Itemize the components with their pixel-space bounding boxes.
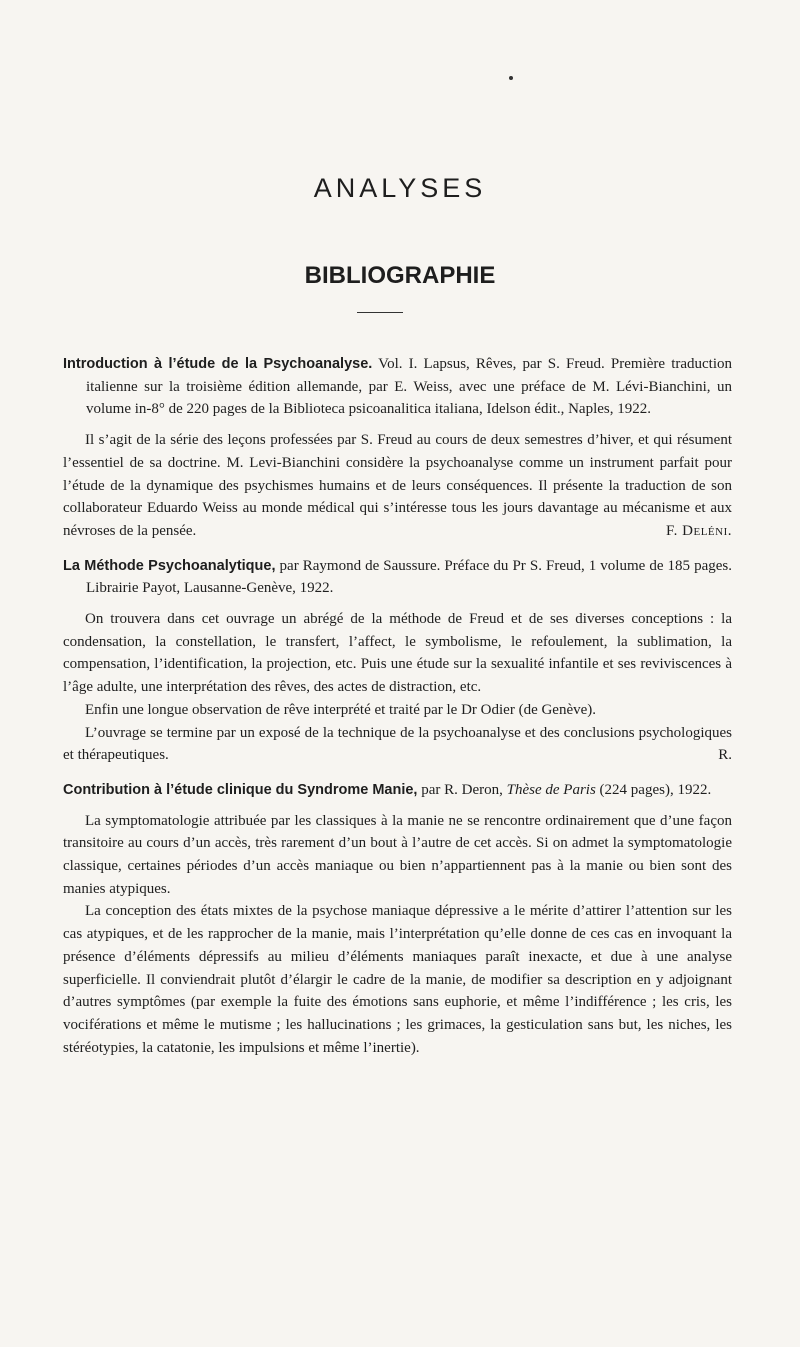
reviewer-signature: R.	[718, 747, 732, 764]
bibliographic-reference	[63, 353, 732, 421]
bibliographic-reference	[63, 555, 732, 600]
title-divider	[357, 312, 403, 313]
work-title: La Méthode Psychoanalytique,	[63, 557, 276, 574]
printer-dot	[509, 76, 513, 80]
review-paragraph: La conception des états mixtes de la psychose maniaque dépressive a le mérite d’attirer l’attention sur les cas atypiques, et de les rapprocher de la manie, mais l’interprétation qu’elle donne de ces cas en invoquant la présence d’éléments dépressifs au milieu d’éléments maniaques paraît inexacte, et due à une analyse superficielle. Il conviendrait plutôt d’élargir le cadre de la manie, de modifier sa description en y adjoignant d’autres symptômes (par exemple la fuite des émotions sans euphorie, et même l’indifférence ; les cris, les vociférations et même le mutisme ; les hallucinations ; les grimaces, la gesticulation sans but, les niches, les stéréotypies, la catatonie, les impulsions et même l’inertie).	[63, 903, 732, 1056]
review-paragraph: On trouvera dans cet ouvrage un abrégé de la méthode de Freud et de ses diverses conceptions : la condensation, la constellation, le transfert, l’affect, le symbolisme, le refoulement, la sublimation, la compensation, l’identification, la projection, etc. Puis une étude sur la sexualité infantile et ses reviviscences à l’âge adulte, une interprétation des rêves, des actes de distraction, etc.	[63, 611, 732, 696]
review-paragraph: L’ouvrage se termine par un exposé de la technique de la psychoanalyse et des conclusions psychologiques et thérapeutiques. R.	[63, 722, 732, 767]
reviewer-signature: F. Deléni.	[666, 522, 732, 539]
work-title: Contribution à l’étude clinique du Syndrome Manie,	[63, 781, 418, 798]
reference-tail: (224 pages), 1922.	[595, 781, 712, 798]
reference-details: par R. Deron,	[417, 781, 503, 798]
review-list	[63, 353, 732, 1071]
review-paragraph: Il s’agit de la série des leçons professées par S. Freud au cours de deux semestres d’hiver, et qui résument l’essentiel de sa doctrine. M. Levi-Bianchini considère la psychoanalyse comme un instrument parfait pour l’étude de la dynamique des psychismes humains et de leurs conséquences. Il présente la traduction de son collaborateur Eduardo Weiss au monde médical qui s’intéresse tous les jours davantage au mécanisme et aux névroses de la pensée. F. Deléni.	[63, 429, 732, 543]
thesis-label: Thèse de Paris	[506, 781, 596, 798]
bibliographic-reference	[63, 779, 732, 802]
reference-details: Vol. I. Lapsus, Rêves, par S. Freud. Première traduction italienne sur la troisième édition allemande, par E. Weiss, avec une préface de M. Lévi-Bianchini, un volume in-8° de 220 pages de la Biblioteca psicoanalitica italiana, Idelson édit., Naples, 1922.	[86, 356, 733, 418]
review-paragraph: La symptomatologie attribuée par les classiques à la manie ne se rencontre ordinairement que d’une façon transitoire au cours d’un accès, très rarement d’un bout à l’autre de cet accès. Si on admet la symptomatologie classique, certaines périodes d’un accès maniaque ou bien n’appartiennent pas à la manie ou bien sont des manies atypiques.	[63, 812, 732, 897]
review-entry	[63, 555, 732, 767]
work-title: Introduction à l’étude de la Psychoanalyse.	[63, 356, 373, 372]
review-paragraph: Enfin une longue observation de rêve interprété et traité par le Dr Odier (de Genève).	[85, 701, 597, 718]
section-subtitle: BIBLIOGRAPHIE	[304, 262, 496, 289]
reference-details: par Raymond de Saussure. Préface du Pr S. Freud, 1 volume de 185 pages. Librairie Payot, Lausanne-Genève, 1922.	[86, 557, 732, 597]
review-entry	[63, 353, 732, 543]
review-entry	[63, 779, 732, 1059]
section-title: ANALYSES	[313, 173, 487, 203]
